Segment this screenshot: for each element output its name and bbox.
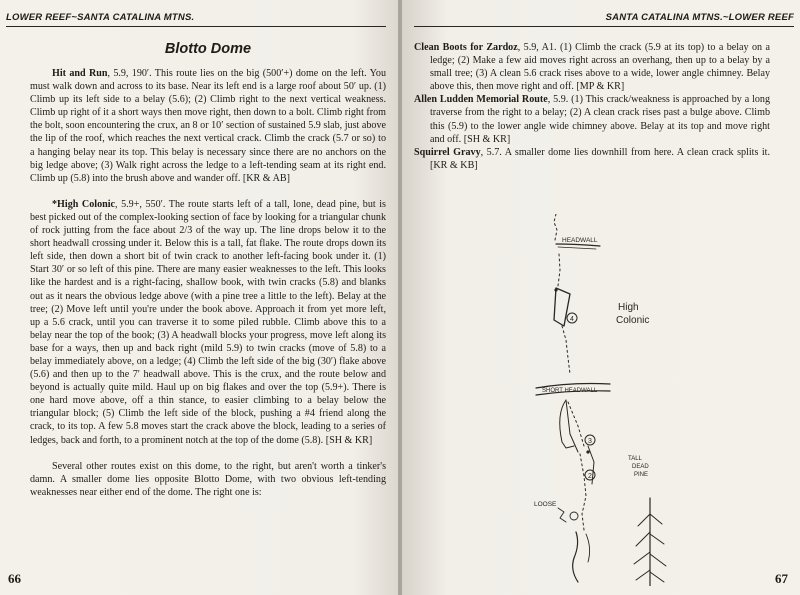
section-title: Blotto Dome (164, 41, 252, 57)
topo-base-edge (586, 534, 590, 562)
topo-route-name-line2: Colonic (616, 315, 650, 326)
route-details: , 5.9+, 550′. (115, 198, 166, 210)
topo-pine-label-2: DEAD (632, 464, 649, 470)
topo-route-line (568, 402, 584, 446)
route-description: A smaller dome lies downhill from here. A clean crack splits it. [KR & KB] (430, 146, 770, 171)
topo-route-line (580, 454, 586, 530)
topo-route-line (562, 326, 570, 374)
route-details: , 5.9, 190′. (107, 68, 152, 79)
route-description: (1) Climb the crack (5.9 at its top) to a belay on a ledge; (2) Make a few aid moves right across an overhang, then up to a belay by a small tree; (3) A clean 5.6 crack rises above to a wide, lower angle chimney. Belay above this, then move right and off. [MP & KR] (430, 42, 770, 93)
route-allen-ludden-memorial (414, 93, 770, 145)
route-clean-boots-for-zardoz (414, 41, 770, 93)
page-number-left: 66 (8, 571, 21, 586)
route-squirrel-gravy (414, 146, 770, 172)
topo-pine-label-3: PINE (634, 472, 649, 478)
route-description: The route starts left of a tall, lone, dead pine, but is best picked out of the complex-looking section of face by looking for a triangular chunk of rock jutting from the face about 2/3 of the way up. The line drops below it to the short headwall crossing under it. Below this is a tall, fat flake. The route drops down its left side, then down a short bit of twin crack to another left-facing book under it. (1) Start 30′ or so left of this pine. There are many easier weaknesses to the left. This looks like the hardest and is a right-facing, shallow book, with twin cracks (5.8) and blanks out as it nears the obvious ledge above (with a pine tree a little to the left). Belay at the tree; (2) Move left until you're under the book above. Approach it from yet more left, up a 5.6 crack, until you can traverse it to some piled rubble. Climb above this to a belay near the top of the book; (3) A headwall blocks your progress, move left along its base for a ways, then up and back right (mild 5.9) to twin cracks (move of 5.8) to a belay immediately above, on a ledge; (4) Climb the left side of the big (30′) flake above (5.6) and then up to the 7′ headwall above. This is the crux, and the route below and beyond is actually quite mild. Haul up on big flakes and over the top (5.9+). There is one hard move above, off a thin stance, to easier climbing to a belay below the triangular block; (5) Climb the left side of the block, pushing a #4 friend along the crack, to its top. A few 5.8 moves start the crack above the block, leading to a series of ledges, back and forth, to a prominent notch at the top of the dome (5.8). [SH & KR] (30, 198, 386, 446)
topo-belay-dot (554, 288, 557, 291)
route-name: *High Colonic (52, 198, 116, 210)
topo-headwall-label: HEADWALL (562, 237, 598, 244)
route-name: Clean Boots for Zardoz (414, 42, 518, 53)
topo-loose-rock (558, 508, 566, 522)
topo-route-line (554, 214, 557, 240)
topo-base-edge (573, 532, 578, 582)
route-name: Hit and Run (52, 68, 108, 79)
topo-loose-label: LOOSE (534, 501, 557, 508)
route-description: This route lies on the big (500′+) dome on the left. You must walk down and across to its base. Near its left end is a large roof about 50′ up. (1) Climb up its left side to a belay (5.6); (2) Climb right to the next vertical weakness. Climb up right of it a short ways then move right, then down to a bolt. Climb right from the bolt, soon encountering the crux, an 8 or 10′ section of sustained 5.9 slab, just above the lip of the roof, which reaches the next vertical crack. Climb the crack (5.7 or so) to a hanging belay near its top. This belay is necessary since there are no anchors on the big ledge above; (3) Walk right across the ledge to a left-tending seam at its right end. Climb up (5.8) into the brush above and wander off. [KR & AB] (30, 68, 386, 184)
route-details: , 5.9. (547, 94, 569, 106)
route-details: , 5.9, A1. (517, 42, 557, 53)
topo-pitch-number: 2 (588, 473, 592, 480)
topo-pitch-number: 4 (570, 316, 574, 323)
topo-loose-rock (570, 512, 578, 520)
closing-paragraph: Several other routes exist on this dome, to the right, but aren't worth a tinker's damn. A smaller dome lies opposite Blotto Dome, with two obvious left-tending weaknesses near either end of the dome. The right one is: (30, 460, 386, 498)
route-description: (1) This crack/weakness is approached by a long traverse from the right to a belay; (2) A clean crack rises past a bulge above. Climb this (5.9) to the lower angle wide chimney above. Belay at its top and move right and off. [SH & KR] (430, 94, 771, 145)
route-topo-diagram (496, 214, 706, 586)
topo-route-name-line1: High (618, 302, 639, 313)
topo-route-line (558, 254, 560, 286)
route-name: Squirrel Gravy (414, 146, 481, 158)
route-name: Allen Ludden Memorial Route (414, 94, 548, 106)
route-high-colonic (30, 198, 386, 447)
route-hit-and-run (30, 67, 386, 185)
topo-short-headwall-label: SHORT HEADWALL (542, 388, 598, 394)
topo-flake (566, 400, 578, 452)
left-running-head: LOWER REEF~SANTA CATALINA MTNS. (6, 12, 386, 27)
book-gutter (398, 0, 402, 595)
topo-headwall-line (558, 247, 596, 249)
page-number-right: 67 (775, 571, 788, 586)
topo-headwall-line (556, 244, 600, 246)
topo-pine-label-1: TALL (628, 456, 642, 462)
topo-pitch-number: 3 (588, 438, 592, 445)
topo-belay-dot (586, 450, 589, 453)
right-running-head: SANTA CATALINA MTNS.~LOWER REEF (414, 12, 794, 27)
route-details: , 5.7. (480, 146, 502, 158)
